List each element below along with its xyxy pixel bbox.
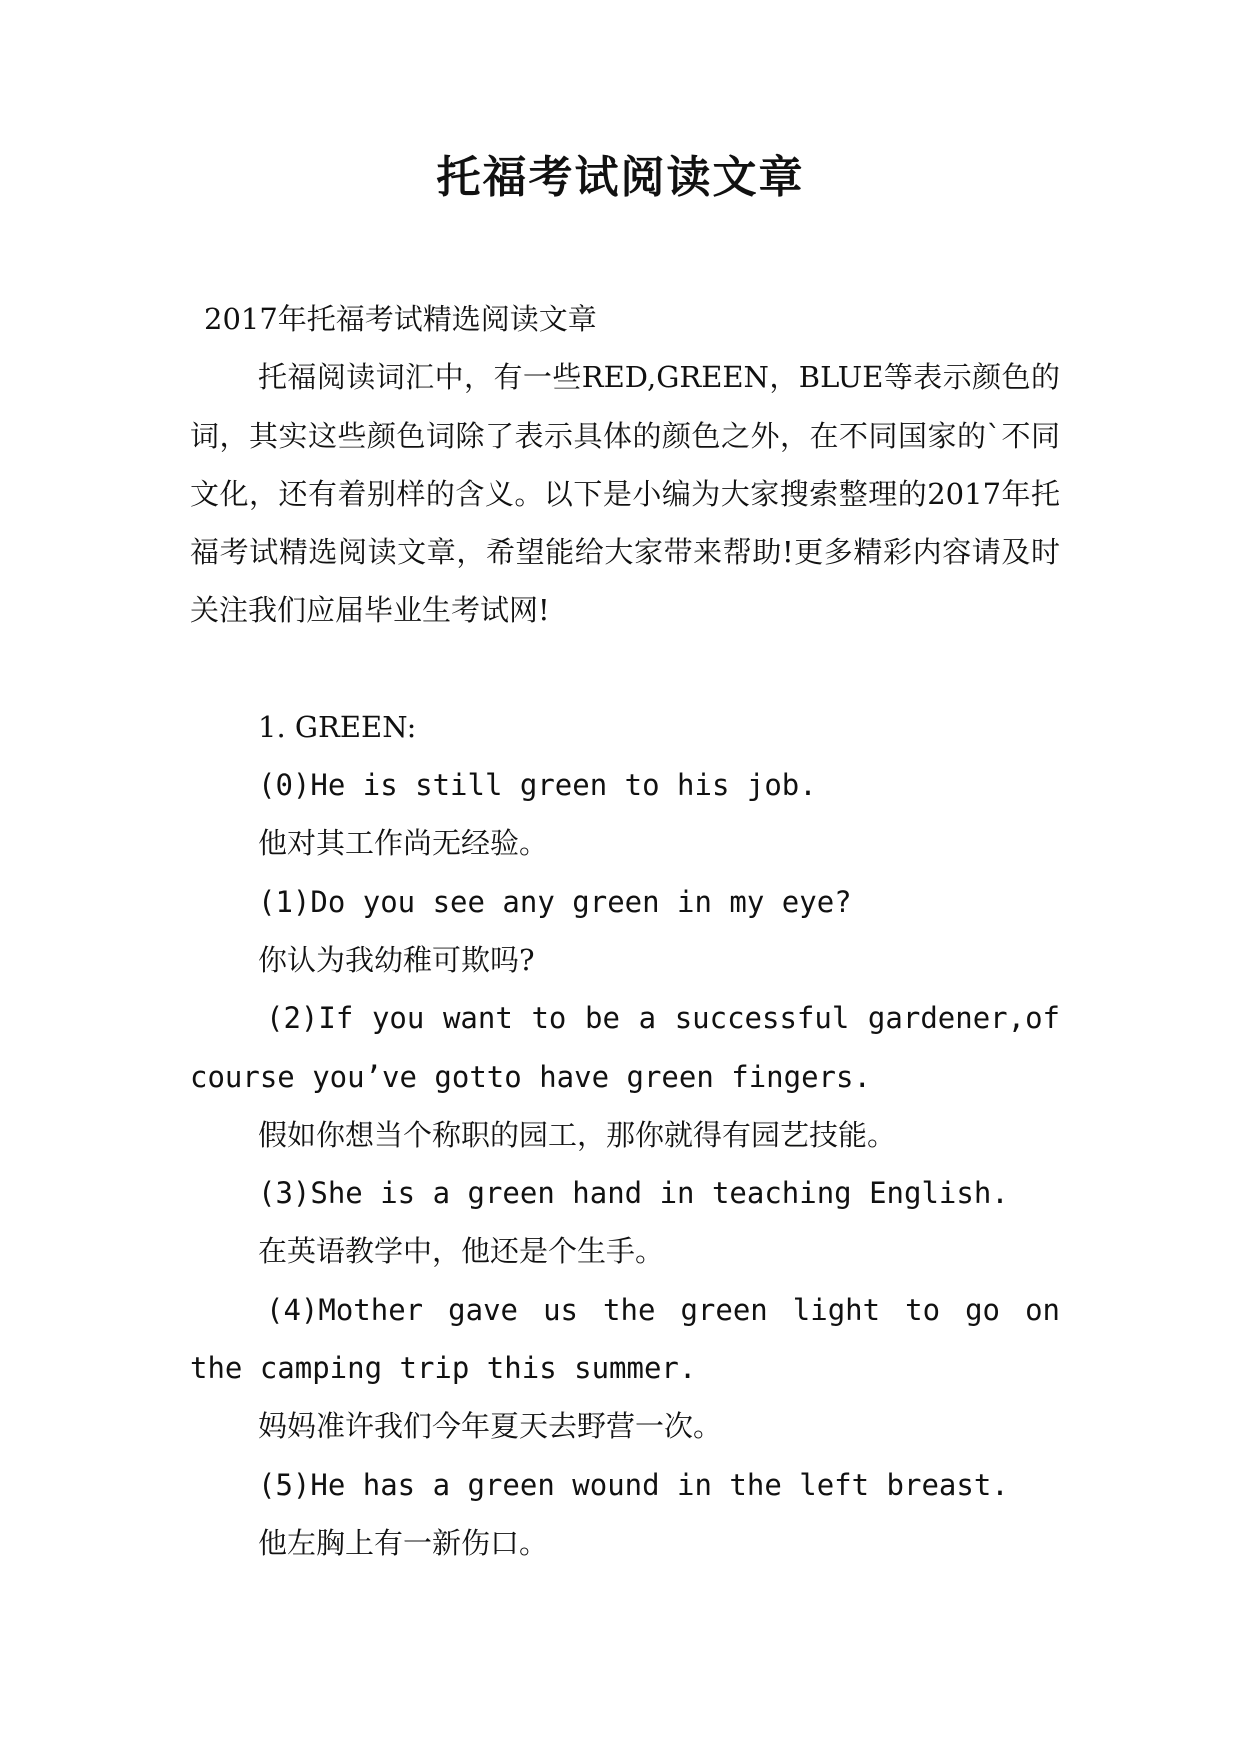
example-sentence-en: (5)He has a green wound in the left breast. bbox=[258, 1467, 1009, 1502]
section-heading: 1. GREEN: bbox=[258, 709, 417, 744]
document-subtitle: 2017年托福考试精选阅读文章 bbox=[204, 302, 597, 336]
example-sentence-zh: 他对其工作尚无经验。 bbox=[258, 826, 549, 861]
example-sentence-zh: 在英语教学中，他还是个生手。 bbox=[258, 1234, 665, 1269]
example-sentence-en: (2)If you want to be a successful gardener,of course you’ve gotto have green fingers. bbox=[190, 1001, 1060, 1094]
example-sentence-en: (0)He is still green to his job. bbox=[258, 768, 817, 803]
example-sentence-en: (4)Mother gave us the green light to go on the camping trip this summer. bbox=[190, 1292, 1060, 1386]
paragraph-gap bbox=[190, 640, 1060, 698]
intro-paragraph: 托福阅读词汇中，有一些RED,GREEN，BLUE等表示颜色的词，其实这些颜色词除了表示具体的颜色之外，在不同国家的`不同文化，还有着别样的含义。以下是小编为大家搜索整理的2017年托福考试精选阅读文章，希望能给大家带来帮助!更多精彩内容请及时关注我们应届毕业生考试网! bbox=[190, 360, 1060, 628]
document-body bbox=[190, 290, 1060, 1572]
example-sentence-zh: 妈妈准许我们今年夏天去野营一次。 bbox=[258, 1409, 723, 1444]
document-title: 托福考试阅读文章 bbox=[436, 152, 805, 203]
example-sentence-zh: 假如你想当个称职的园工，那你就得有园艺技能。 bbox=[258, 1117, 897, 1152]
example-sentence-zh: 他左胸上有一新伤口。 bbox=[258, 1525, 549, 1560]
example-sentence-en: (3)She is a green hand in teaching English. bbox=[258, 1176, 1009, 1211]
example-sentence-zh: 你认为我幼稚可欺吗? bbox=[258, 942, 535, 977]
example-sentence-en: (1)Do you see any green in my eye? bbox=[258, 884, 852, 919]
